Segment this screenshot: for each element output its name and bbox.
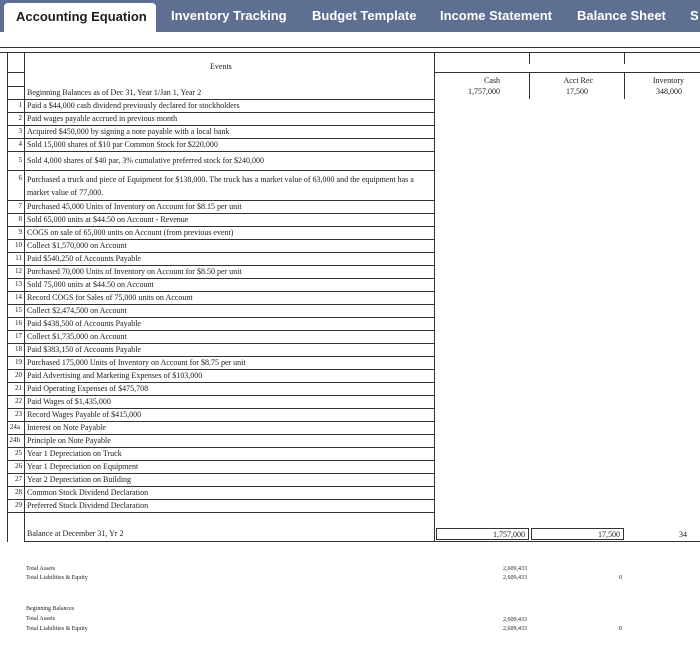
difference-2: 0 <box>619 626 622 632</box>
beginning-inventory: 348,000 <box>656 87 682 96</box>
ending-balance-label: Balance at December 31, Yr 2 <box>27 529 124 538</box>
row-number: 6 <box>18 174 22 182</box>
row-number: 29 <box>15 501 22 509</box>
row-number: 11 <box>15 254 22 262</box>
total-le-label-2: Total Liabilities & Equity <box>26 626 88 632</box>
row-number: 3 <box>18 127 22 135</box>
tab-budget-template[interactable]: Budget Template <box>312 8 417 23</box>
difference-1: 0 <box>619 575 622 581</box>
row-number: 24b <box>9 436 20 444</box>
col-header-cash: Cash <box>484 76 500 85</box>
row-number: 27 <box>15 475 22 483</box>
tab-inventory-tracking[interactable]: Inventory Tracking <box>171 8 287 23</box>
event-description[interactable]: Collect $2,474,500 on Account <box>27 306 127 315</box>
tab-accounting-equation[interactable]: Accounting Equation <box>4 3 156 32</box>
col-header-inventory: Inventory <box>652 76 684 85</box>
ending-inventory: 34 <box>679 530 687 539</box>
event-description[interactable]: Paid $438,500 of Accounts Payable <box>27 319 141 328</box>
row-number: 7 <box>18 202 22 210</box>
row-number: 22 <box>15 397 22 405</box>
event-description[interactable]: Record COGS for Sales of 75,000 units on Account <box>27 293 193 302</box>
row-number: 20 <box>15 371 22 379</box>
event-description[interactable]: Paid Operating Expenses of $475,708 <box>27 384 149 393</box>
tab-balance-sheet[interactable]: Balance Sheet <box>577 8 666 23</box>
row-number: 10 <box>15 241 22 249</box>
event-description[interactable]: Paid Wages of $1,435,000 <box>27 397 111 406</box>
total-le-2: 2,609,433 <box>503 626 527 632</box>
row-number: 21 <box>15 384 22 392</box>
event-description[interactable]: Sold 15,000 shares of $10 par Common Stock for $220,000 <box>27 140 218 149</box>
beginning-balances-label-2: Beginning Balances <box>26 606 75 612</box>
ending-cash: 1,757,000 <box>493 530 525 539</box>
event-description[interactable]: Paid $383,150 of Accounts Payable <box>27 345 141 354</box>
total-le-1: 2,609,433 <box>503 575 527 581</box>
event-description[interactable]: Principle on Note Payable <box>27 436 111 445</box>
row-number: 17 <box>15 332 22 340</box>
row-number: 14 <box>15 293 22 301</box>
row-number: 18 <box>15 345 22 353</box>
total-assets-1: 2,609,433 <box>503 566 527 572</box>
row-number: 2 <box>18 114 22 122</box>
row-number: 28 <box>15 488 22 496</box>
col-header-acct-rec: Acct Rec <box>563 76 593 85</box>
event-description[interactable]: Paid wages payable accrued in previous month <box>27 114 178 123</box>
beginning-acct-rec: 17,500 <box>566 87 588 96</box>
row-number: 5 <box>18 156 22 164</box>
worksheet[interactable] <box>0 32 700 654</box>
row-number: 8 <box>18 215 22 223</box>
event-description[interactable]: Year 2 Depreciation on Building <box>27 475 132 484</box>
event-description[interactable]: COGS on sale of 65,000 units on Account (from previous event) <box>27 228 234 237</box>
event-description[interactable]: Year 1 Depreciation on Truck <box>27 449 122 458</box>
event-description[interactable]: Acquired $450,000 by signing a note payable with a local bank <box>27 127 230 136</box>
beginning-balances-label: Beginning Balances as of Dec 31, Year 1/Jan 1, Year 2 <box>27 88 202 97</box>
row-number: 16 <box>15 319 22 327</box>
row-number: 25 <box>15 449 22 457</box>
event-description[interactable]: Sold 75,000 units at $44.50 on Account <box>27 280 154 289</box>
row-number: 15 <box>15 306 22 314</box>
event-description[interactable]: Purchased 45,000 Units of Inventory on Account for $8.15 per unit <box>27 202 242 211</box>
tab-income-statement[interactable]: Income Statement <box>440 8 552 23</box>
total-assets-label-1: Total Assets <box>26 566 56 572</box>
row-number: 19 <box>15 358 22 366</box>
row-number: 24a <box>9 423 20 431</box>
ending-acct-rec: 17,500 <box>598 530 620 539</box>
total-le-label-1: Total Liabilities & Equity <box>26 575 88 581</box>
event-description[interactable]: Paid a $44,000 cash dividend previously declared for stockholders <box>27 101 240 110</box>
row-number: 4 <box>18 140 22 148</box>
tab-overflow[interactable]: S <box>690 8 699 23</box>
events-header: Events <box>210 62 232 71</box>
event-description[interactable]: Sold 65,000 units at $44.50 on Account - Revenue <box>27 215 189 224</box>
event-description[interactable]: Year 1 Depreciation on Equipment <box>27 462 139 471</box>
total-assets-2: 2,609,433 <box>503 617 527 623</box>
event-description[interactable]: Collect $1,570,000 on Account <box>27 241 127 250</box>
row-number: 1 <box>18 101 22 109</box>
sheet-tab-bar <box>0 0 700 32</box>
row-number: 13 <box>15 280 22 288</box>
beginning-cash: 1,757,000 <box>468 87 500 96</box>
event-description[interactable]: Purchased 175,000 Units of Inventory on Account for $8.75 per unit <box>27 358 246 367</box>
row-number: 23 <box>15 410 22 418</box>
event-description[interactable]: Paid $540,250 of Accounts Payable <box>27 254 141 263</box>
event-description[interactable]: Purchased a truck and piece of Equipment for $138,000. The truck has a market value of 63,000 and the equipment has a market value of 77,000. <box>27 175 414 197</box>
row-number: 26 <box>15 462 22 470</box>
row-number: 12 <box>15 267 22 275</box>
event-description[interactable]: Interest on Note Payable <box>27 423 106 432</box>
event-description[interactable]: Preferred Stock Dividend Declaration <box>27 501 149 510</box>
event-description[interactable]: Common Stock Dividend Declaration <box>27 488 149 497</box>
event-description[interactable]: Paid Advertising and Marketing Expenses of $103,000 <box>27 371 203 380</box>
total-assets-label-2: Total Assets <box>26 616 56 622</box>
event-description[interactable]: Record Wages Payable of $415,000 <box>27 410 142 419</box>
event-description[interactable]: Collect $1,735,000 on Account <box>27 332 127 341</box>
event-description[interactable]: Purchased 70,000 Units of Inventory on Account for $8.50 per unit <box>27 267 242 276</box>
event-description[interactable]: Sold 4,000 shares of $40 par, 3% cumulative preferred stock for $240,000 <box>27 156 264 165</box>
row-number: 9 <box>18 228 22 236</box>
